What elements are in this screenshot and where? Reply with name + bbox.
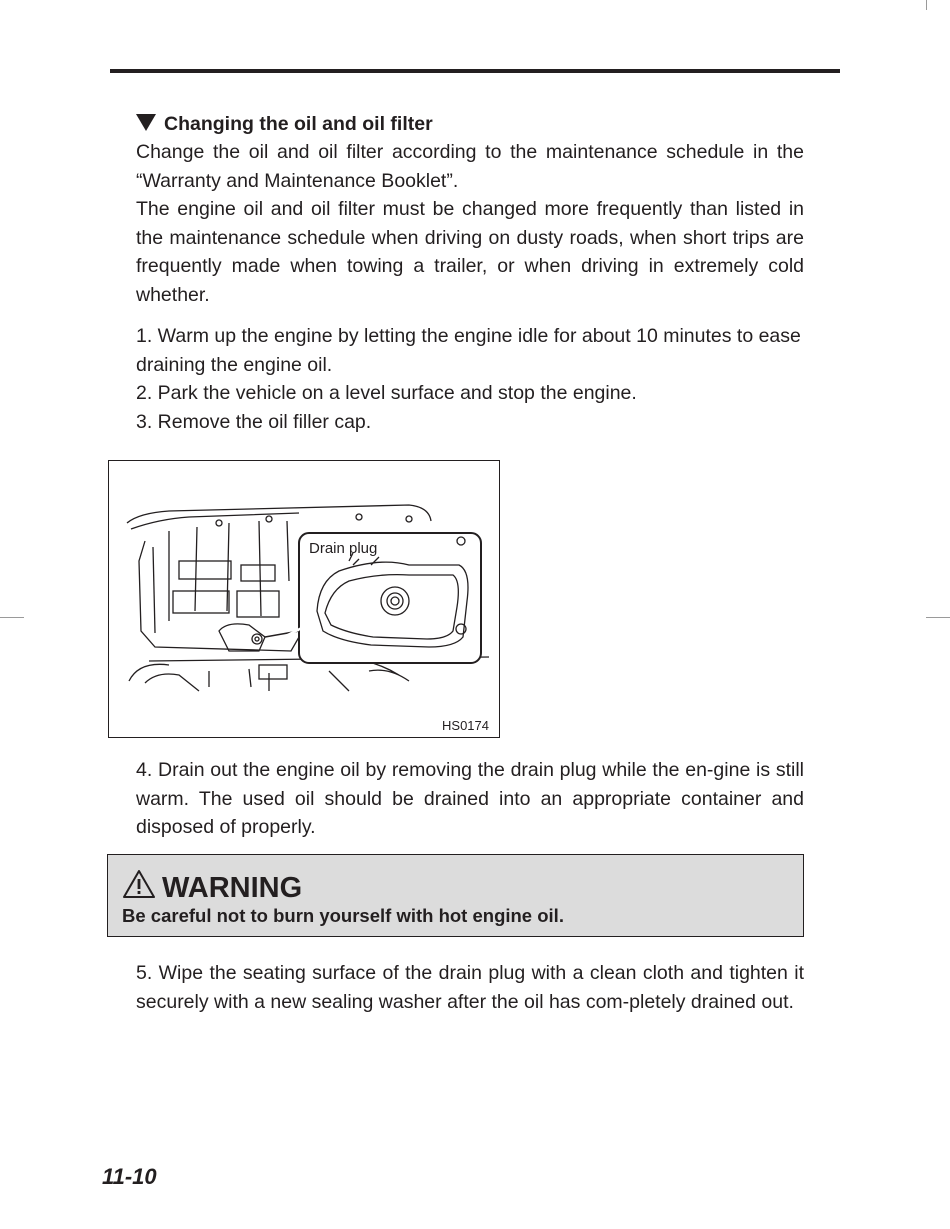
drain-plug-label: Drain plug: [309, 540, 378, 557]
warning-body: Be careful not to burn yourself with hot engine oil.: [122, 905, 564, 926]
intro-text: [136, 138, 804, 310]
warning-title-text: WARNING: [162, 872, 303, 904]
warning-triangle-icon: [122, 869, 156, 899]
figure-code: HS0174: [442, 718, 489, 733]
drain-plug-figure: [108, 460, 500, 738]
header-rule: [110, 69, 840, 73]
section-title: Changing the oil and oil filter: [164, 113, 433, 135]
section-heading: [136, 110, 433, 138]
engine-underside-illustration: [109, 461, 499, 737]
steps-list-a: [136, 322, 804, 436]
step-4: 4. Drain out the engine oil by removing the drain plug while the en-gine is still warm. The used oil should be drained into an appropriate container and disposed of properly.: [136, 759, 804, 839]
warning-box: [107, 854, 804, 937]
crop-mark-left: [0, 617, 24, 618]
page-number: 11-10: [102, 1164, 157, 1189]
step-2: 2. Park the vehicle on a level surface and stop the engine.: [136, 382, 637, 405]
step-3: 3. Remove the oil filler cap.: [136, 410, 372, 433]
step-1: 1. Warm up the engine by letting the engine idle for about 10 minutes to ease draining the engine oil.: [136, 325, 801, 376]
triangle-bullet-icon: [136, 114, 156, 131]
intro-paragraph-2: The engine oil and oil filter must be changed more frequently than listed in the maintenance schedule when driving on dusty roads, when short trips are frequently made when towing a trailer, or when driving in extremely cold whether.: [136, 198, 804, 306]
warning-title: [122, 869, 302, 904]
crop-mark-right: [926, 617, 950, 618]
step-5: 5. Wipe the seating surface of the drain plug with a clean cloth and tighten it securely with a new sealing washer after the oil has com-pletely drained out.: [136, 962, 804, 1013]
intro-paragraph-1: Change the oil and oil filter according to the maintenance schedule in the “Warranty and Maintenance Booklet”.: [136, 141, 804, 192]
crop-mark-top-right: [926, 0, 927, 10]
